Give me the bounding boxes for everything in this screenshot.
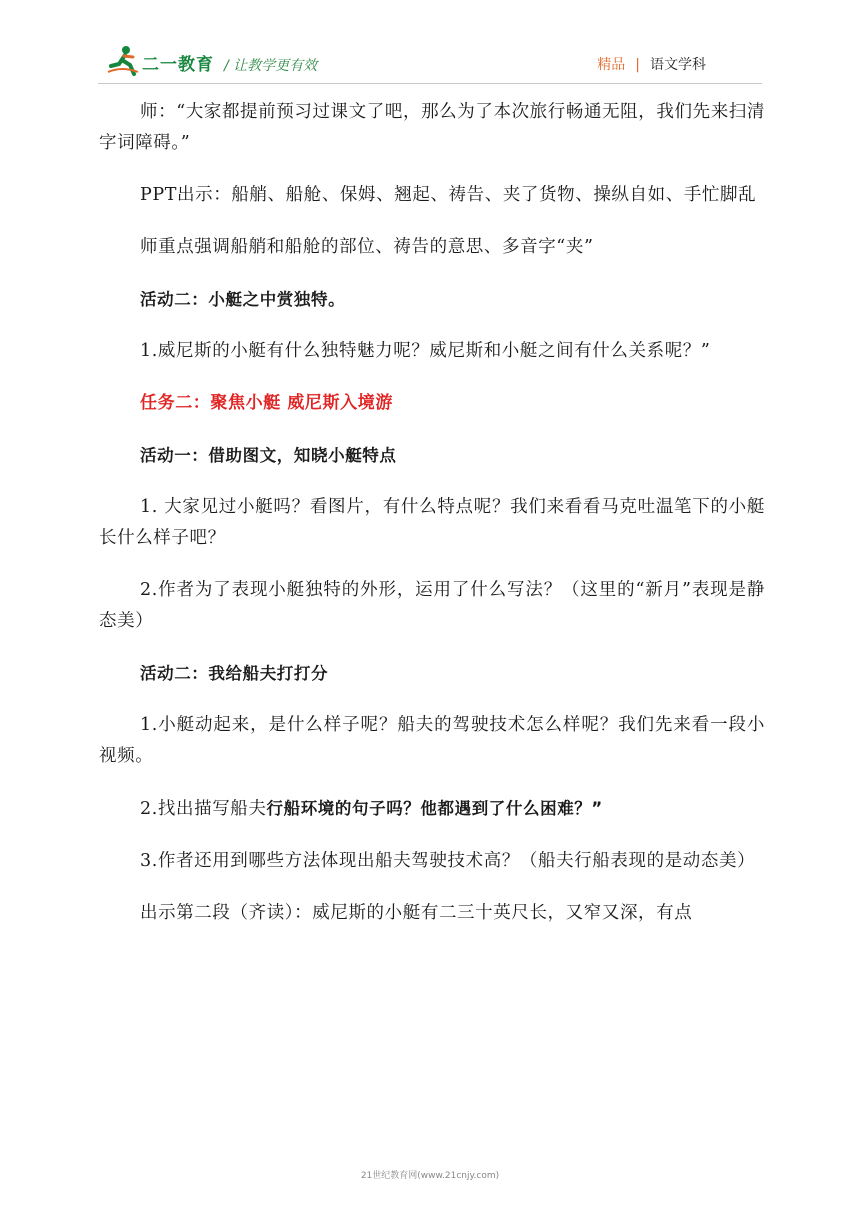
slogan: / 让教学更有效 (224, 58, 318, 74)
logo (106, 44, 226, 84)
paragraph-question-1: 1.威尼斯的小艇有什么独特魅力呢？威尼斯和小艇之间有什么关系呢？” (140, 341, 711, 361)
heading-activity-two: 活动二：小艇之中赏独特。 (140, 290, 346, 309)
paragraph-ppt-words: PPT出示：船艄、船舱、保姆、翘起、祷告、夹了货物、操纵自如、手忙脚乱 (140, 185, 757, 205)
subject-tag: 语文学科 (650, 57, 706, 73)
paragraph-writing-method: 2.作者为了表现小艇独特的外形，运用了什么写法？（这里的“新月”表现是静态美） (99, 580, 765, 631)
page-footer: 21世纪教育网(www.21cnjy.com) (360, 1171, 500, 1181)
heading-activity-one: 活动一：借助图文，知晓小艇特点 (140, 446, 397, 465)
paragraph-teacher-emphasis: 师重点强调船艄和船舱的部位、祷告的意思、多音字“夹” (140, 237, 594, 257)
tag-separator: | (635, 57, 640, 73)
logo-text: 二一教育 (142, 55, 214, 74)
paragraph-boat-moving: 1.小艇动起来，是什么样子呢？船夫的驾驶技术怎么样呢？我们先来看一段小视频。 (99, 715, 765, 766)
header-divider (98, 83, 762, 84)
heading-task-two: 任务二：聚焦小艇 威尼斯入境游 (140, 393, 393, 413)
paragraph-teacher-intro: 师：“大家都提前预习过课文了吧，那么为了本次旅行畅通无阻，我们先来扫清字词障碍。” (99, 102, 765, 153)
heading-score-boatman: 活动二：我给船夫打打分 (140, 664, 329, 683)
runner-logo-icon (106, 44, 140, 78)
paragraph-driving-skill: 3.作者还用到哪些方法体现出船夫驾驶技术高？（船夫行船表现的是动态美） (140, 851, 756, 871)
paragraph-boat-features: 1. 大家见过小艇吗？看图片，有什么特点呢？我们来看看马克吐温笔下的小艇长什么样子吧？ (99, 497, 765, 548)
header-tags (597, 54, 706, 74)
paragraph-second-section: 出示第二段（齐读）：威尼斯的小艇有二三十英尺长，又窄又深，有点 (140, 903, 693, 923)
find-sentences-plain: 2.找出描写船夫 (140, 799, 267, 819)
page-header (0, 0, 860, 92)
quality-tag: 精品 (597, 57, 626, 73)
find-sentences-bold: 行船环境的句子吗？他都遇到了什么困难？” (266, 799, 603, 818)
paragraph-find-sentences (99, 793, 765, 825)
document-body (99, 97, 765, 950)
